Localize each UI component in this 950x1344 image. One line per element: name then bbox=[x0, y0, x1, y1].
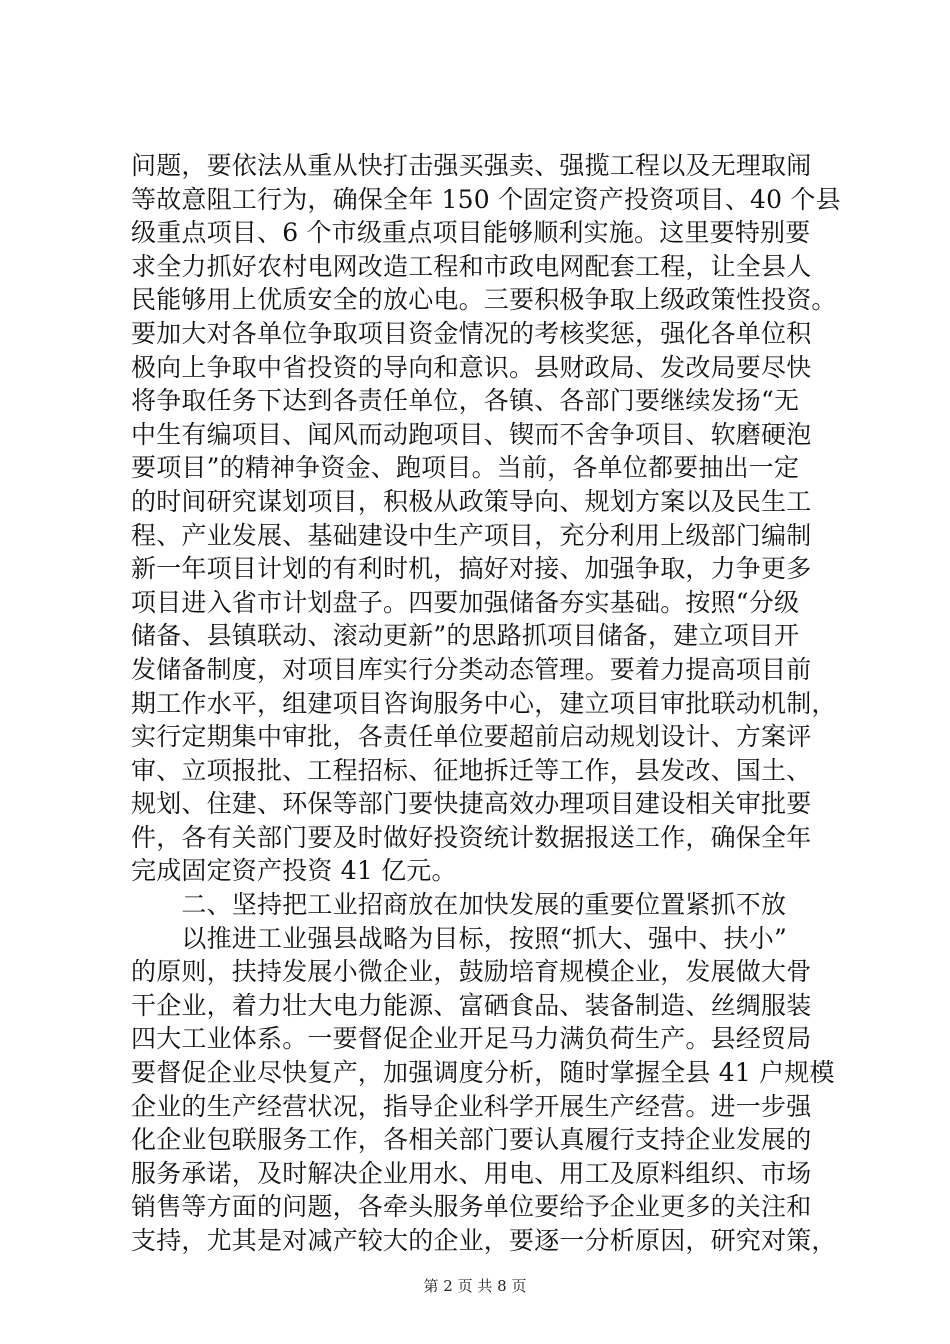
text-line-14: 项目进入省市计划盘子。四要加强储备夯实基础。按照“分级 bbox=[131, 587, 800, 617]
text-line-16: 发储备制度，对项目库实行分类动态管理。要着力提高项目前 bbox=[131, 654, 812, 684]
text-line-2: 等故意阻工行为，确保全年 150 个固定资产投资项目、40 个县 bbox=[131, 184, 841, 214]
text-line-1: 问题，要依法从重从快打击强买强卖、强揽工程以及无理取闹 bbox=[131, 151, 812, 180]
text-line-4: 求全力抓好农村电网改造工程和市政电网配套工程，让全县人 bbox=[131, 251, 812, 281]
text-line-28: 要督促企业尽快复产，加强调度分析，随时掌握全县 41 户规模 bbox=[131, 1058, 835, 1088]
text-line-19: 审、立项报批、工程招标、征地拆迁等工作，县发改、国土、 bbox=[131, 755, 812, 785]
text-line-20: 规划、住建、环保等部门要快捷高效办理项目建设相关审批要 bbox=[131, 789, 812, 819]
text-line-33: 支持，尤其是对减产较大的企业，要逐一分析原因，研究对策， bbox=[131, 1226, 837, 1255]
text-line-26: 干企业，着力壮大电力能源、富硒食品、装备制造、丝绸服装 bbox=[131, 990, 812, 1020]
text-line-27: 四大工业体系。一要督促企业开足马力满负荷生产。县经贸局 bbox=[131, 1024, 812, 1054]
page-number: 第 2 页 共 8 页 bbox=[423, 1277, 527, 1295]
text-line-13: 新一年项目计划的有利时机，搞好对接、加强争取，力争更多 bbox=[131, 554, 812, 584]
text-line-5: 民能够用上优质安全的放心电。三要积极争取上级政策性投资。 bbox=[131, 285, 837, 315]
text-line-10: 要项目”的精神争资金、跑项目。当前，各单位都要抽出一定 bbox=[131, 453, 800, 483]
text-line-21: 件，各有关部门要及时做好投资统计数据报送工作，确保全年 bbox=[131, 822, 812, 852]
text-line-12: 程、产业发展、基础建设中生产项目，充分利用上级部门编制 bbox=[131, 520, 812, 550]
text-line-11: 的时间研究谋划项目，积极从政策导向、规划方案以及民生工 bbox=[131, 486, 812, 516]
text-line-17: 期工作水平，组建项目咨询服务中心，建立项目审批联动机制， bbox=[131, 688, 837, 718]
text-line-32: 销售等方面的问题，各牵头服务单位要给予企业更多的关注和 bbox=[131, 1192, 812, 1222]
text-line-29: 企业的生产经营状况，指导企业科学开展生产经营。进一步强 bbox=[131, 1091, 812, 1121]
text-line-8: 将争取任务下达到各责任单位，各镇、各部门要继续发扬“无 bbox=[131, 386, 800, 416]
text-line-15: 储备、县镇联动、滚动更新”的思路抓项目储备，建立项目开 bbox=[131, 621, 800, 651]
text-line-9: 中生有编项目、闻风而动跑项目、锲而不舍争项目、软磨硬泡 bbox=[131, 419, 812, 449]
text-line-18: 实行定期集中审批，各责任单位要超前启动规划设计、方案评 bbox=[131, 722, 812, 752]
text-line-30: 化企业包联服务工作，各相关部门要认真履行支持企业发展的 bbox=[131, 1125, 812, 1155]
section-heading: 二、坚持把工业招商放在加快发展的重要位置紧抓不放 bbox=[131, 890, 787, 920]
text-line-25: 的原则，扶持发展小微企业，鼓励培育规模企业，发展做大骨 bbox=[131, 957, 812, 987]
text-line-7: 极向上争取中省投资的导向和意识。县财政局、发改局要尽快 bbox=[131, 352, 812, 382]
text-line-31: 服务承诺，及时解决企业用水、用电、用工及原料组织、市场 bbox=[131, 1158, 812, 1188]
text-line-3: 级重点项目、6 个市级重点项目能够顺利实施。这里要特别要 bbox=[131, 218, 811, 248]
body-text bbox=[131, 149, 851, 1258]
text-line-24: 以推进工业强县战略为目标，按照“抓大、强中、扶小” bbox=[131, 923, 787, 953]
text-line-22: 完成固定资产投资 41 亿元。 bbox=[131, 856, 457, 886]
text-line-6: 要加大对各单位争取项目资金情况的考核奖惩，强化各单位积 bbox=[131, 318, 812, 348]
